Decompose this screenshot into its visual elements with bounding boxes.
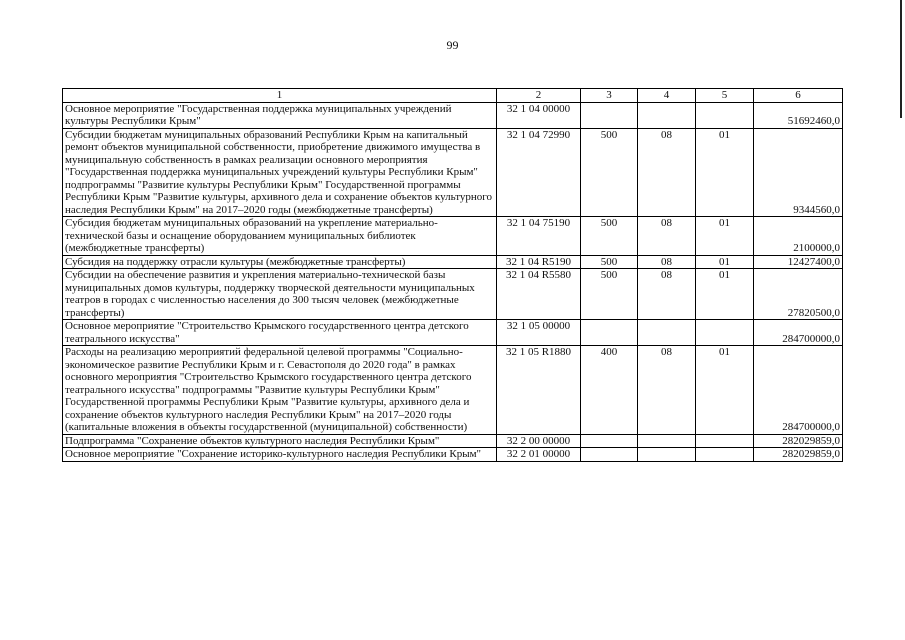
row-expense-type <box>581 448 638 462</box>
table-row <box>63 434 843 448</box>
row-section: 08 <box>638 217 696 256</box>
row-expense-type <box>581 102 638 128</box>
row-subsection: 01 <box>696 217 754 256</box>
row-subsection: 01 <box>696 255 754 269</box>
row-amount: 284700000,0 <box>754 320 843 346</box>
column-header: 1 <box>63 89 497 103</box>
row-amount: 27820500,0 <box>754 269 843 320</box>
row-code: 32 2 01 00000 <box>497 448 581 462</box>
row-expense-type: 500 <box>581 128 638 217</box>
row-section <box>638 320 696 346</box>
table-row <box>63 102 843 128</box>
table-row <box>63 346 843 435</box>
budget-table <box>62 88 843 462</box>
row-code: 32 1 04 R5580 <box>497 269 581 320</box>
table-row <box>63 269 843 320</box>
column-header: 3 <box>581 89 638 103</box>
row-subsection: 01 <box>696 269 754 320</box>
table-row <box>63 448 843 462</box>
column-header: 4 <box>638 89 696 103</box>
row-expense-type <box>581 320 638 346</box>
row-section: 08 <box>638 128 696 217</box>
row-amount: 282029859,0 <box>754 434 843 448</box>
row-subsection <box>696 320 754 346</box>
row-amount: 284700000,0 <box>754 346 843 435</box>
table-row <box>63 217 843 256</box>
row-expense-type: 500 <box>581 269 638 320</box>
row-code: 32 1 05 00000 <box>497 320 581 346</box>
row-subsection: 01 <box>696 346 754 435</box>
row-section: 08 <box>638 346 696 435</box>
row-code: 32 1 04 75190 <box>497 217 581 256</box>
row-subsection <box>696 102 754 128</box>
column-header: 5 <box>696 89 754 103</box>
row-amount: 282029859,0 <box>754 448 843 462</box>
table-row <box>63 320 843 346</box>
row-amount: 2100000,0 <box>754 217 843 256</box>
row-expense-type: 400 <box>581 346 638 435</box>
row-name: Основное мероприятие "Сохранение историко-культурного наследия Республики Крым" <box>63 448 497 462</box>
row-amount: 51692460,0 <box>754 102 843 128</box>
row-section <box>638 434 696 448</box>
row-amount: 12427400,0 <box>754 255 843 269</box>
row-name: Субсидии на обеспечение развития и укрепления материально-технической базы муниципальных домов культуры, поддержку творческой деятельности муниципальных театров в городах с численностью населения до 300 тысяч человек (межбюджетные трансферты) <box>63 269 497 320</box>
row-expense-type: 500 <box>581 255 638 269</box>
page-edge-line <box>900 0 902 118</box>
row-amount: 9344560,0 <box>754 128 843 217</box>
row-name: Субсидии бюджетам муниципальных образований Республики Крым на капитальный ремонт объектов муниципальной собственности, приобретение движимого имущества в муниципальную собственность в рамках реализации основного мероприятия "Государственная поддержка муниципальных учреждений культуры Республики Крым" подпрограммы "Развитие культуры Республики Крым" Государственной программы Республики Крым "Развитие культуры, архивного дела и сохранение объектов культурного наследия Республики Крым" на 2017–2020 годы (межбюджетные трансферты) <box>63 128 497 217</box>
page-number: 99 <box>446 38 459 52</box>
row-section <box>638 102 696 128</box>
row-name: Подпрограмма "Сохранение объектов культурного наследия Республики Крым" <box>63 434 497 448</box>
row-section: 08 <box>638 269 696 320</box>
row-code: 32 1 04 00000 <box>497 102 581 128</box>
row-code: 32 1 05 R1880 <box>497 346 581 435</box>
row-code: 32 1 04 R5190 <box>497 255 581 269</box>
table-row <box>63 255 843 269</box>
row-name: Субсидия на поддержку отрасли культуры (межбюджетные трансферты) <box>63 255 497 269</box>
row-code: 32 1 04 72990 <box>497 128 581 217</box>
table-row <box>63 128 843 217</box>
row-subsection <box>696 434 754 448</box>
row-name: Основное мероприятие "Строительство Крымского государственного центра детского театрального искусства" <box>63 320 497 346</box>
row-name: Субсидия бюджетам муниципальных образований на укрепление материально-технической базы и оснащение оборудованием муниципальных библиотек (межбюджетные трансферты) <box>63 217 497 256</box>
row-code: 32 2 00 00000 <box>497 434 581 448</box>
row-expense-type: 500 <box>581 217 638 256</box>
row-subsection <box>696 448 754 462</box>
column-header: 6 <box>754 89 843 103</box>
row-subsection: 01 <box>696 128 754 217</box>
column-header: 2 <box>497 89 581 103</box>
row-section: 08 <box>638 255 696 269</box>
row-section <box>638 448 696 462</box>
row-expense-type <box>581 434 638 448</box>
table-header-row <box>63 89 843 103</box>
row-name: Основное мероприятие "Государственная поддержка муниципальных учреждений культуры Республики Крым" <box>63 102 497 128</box>
row-name: Расходы на реализацию мероприятий федеральной целевой программы "Социально-экономическое развитие Республики Крым и г. Севастополя до 2020 года" в рамках основного мероприятия "Строительство Крымского государственного центра детского театрального искусства" подпрограммы "Развитие культуры Республики Крым" Государственной программы Республики Крым "Развитие культуры, архивного дела и сохранение объектов культурного наследия Республики Крым" на 2017–2020 годы (капитальные вложения в объекты государственной (муниципальной) собственности) <box>63 346 497 435</box>
